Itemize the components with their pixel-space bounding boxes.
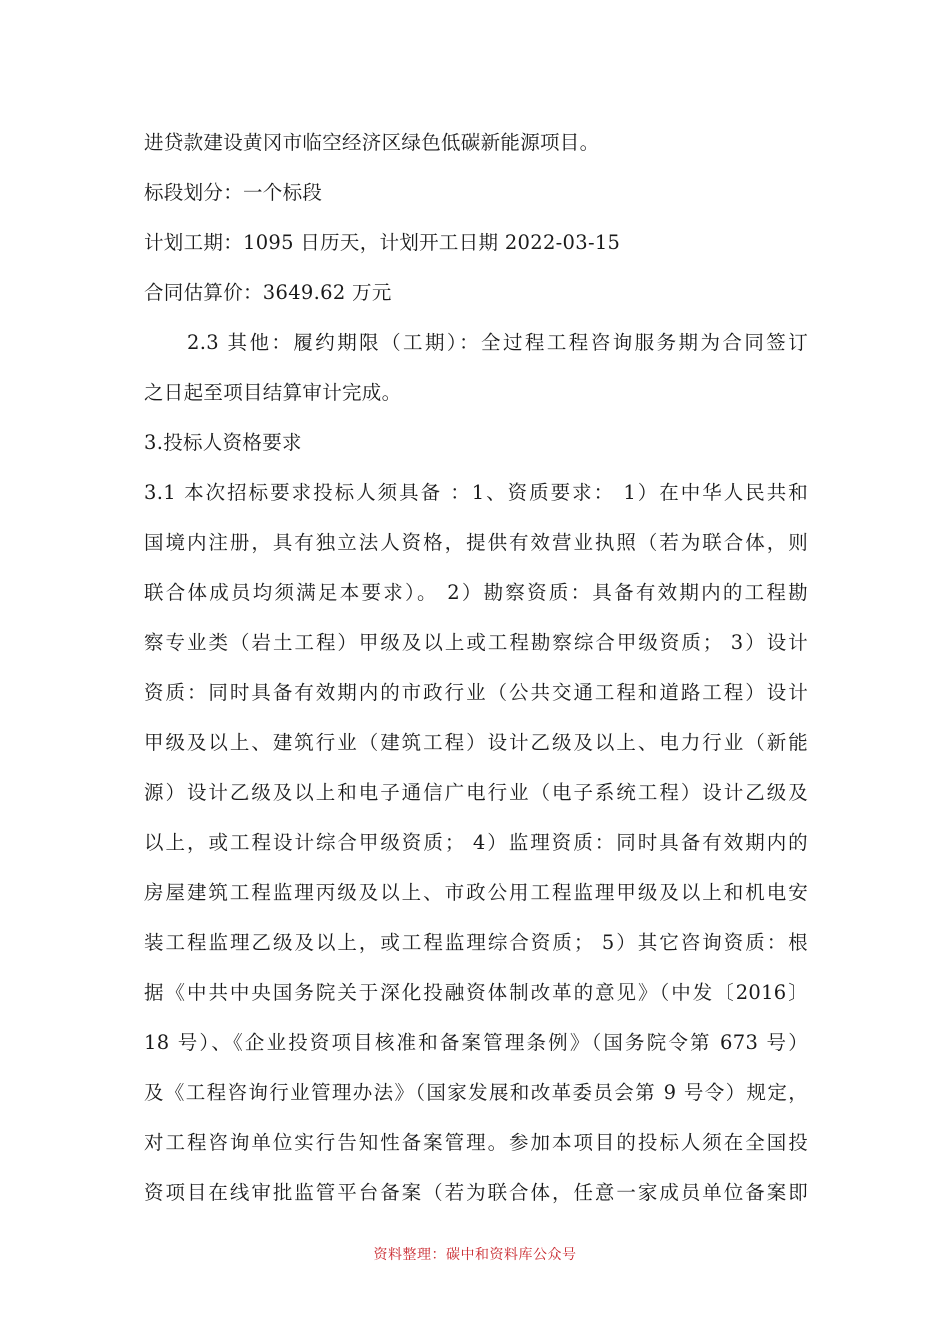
document-body: [144, 118, 808, 1218]
text-line-22: 资项目在线审批监管平台备案（若为联合体，任意一家成员单位备案即: [144, 1181, 808, 1204]
text-line-18: 据《中共中央国务院关于深化投融资体制改革的意见》（中发〔2016〕: [144, 981, 808, 1004]
text-line-19: 18 号）、《企业投资项目核准和备案管理条例》（国务院令第 673 号）: [144, 1031, 808, 1054]
text-line-3: 计划工期：1095 日历天，计划开工日期 2022-03-15: [144, 231, 621, 254]
text-line-12: 资质：同时具备有效期内的市政行业（公共交通工程和道路工程）设计: [144, 681, 808, 704]
text-line-21: 对工程咨询单位实行告知性备案管理。参加本项目的投标人须在全国投: [144, 1131, 808, 1154]
text-line-14: 源）设计乙级及以上和电子通信广电行业（电子系统工程）设计乙级及: [144, 781, 808, 804]
section-heading: 3.投标人资格要求: [144, 431, 302, 454]
text-line-6: 之日起至项目结算审计完成。: [144, 381, 402, 404]
text-line-4: 合同估算价：3649.62 万元: [144, 281, 392, 304]
text-line-10: 联合体成员均须满足本要求）。 2）勘察资质：具备有效期内的工程勘: [144, 581, 808, 604]
text-line-16: 房屋建筑工程监理丙级及以上、市政公用工程监理甲级及以上和机电安: [144, 881, 808, 904]
text-line-9: 国境内注册，具有独立法人资格，提供有效营业执照（若为联合体，则: [144, 531, 808, 554]
text-line-8: 3.1 本次招标要求投标人须具备 ：1、资质要求： 1）在中华人民共和: [144, 481, 808, 504]
footer-source-note: 资料整理：碳中和资料库公众号: [373, 1247, 577, 1263]
text-line-2: 标段划分：一个标段: [144, 181, 323, 204]
text-line-5: 2.3 其他：履约期限（工期）：全过程工程咨询服务期为合同签订: [187, 331, 808, 354]
text-line-11: 察专业类（岩土工程）甲级及以上或工程勘察综合甲级资质； 3）设计: [144, 631, 808, 654]
text-line-15: 以上，或工程设计综合甲级资质； 4）监理资质：同时具备有效期内的: [144, 831, 808, 854]
text-line-1: 进贷款建设黄冈市临空经济区绿色低碳新能源项目。: [144, 131, 600, 154]
text-line-20: 及《工程咨询行业管理办法》（国家发展和改革委员会第 9 号令）规定，: [144, 1081, 808, 1104]
text-line-17: 装工程监理乙级及以上，或工程监理综合资质； 5）其它咨询资质：根: [144, 931, 808, 954]
text-line-13: 甲级及以上、建筑行业（建筑工程）设计乙级及以上、电力行业（新能: [144, 731, 808, 754]
